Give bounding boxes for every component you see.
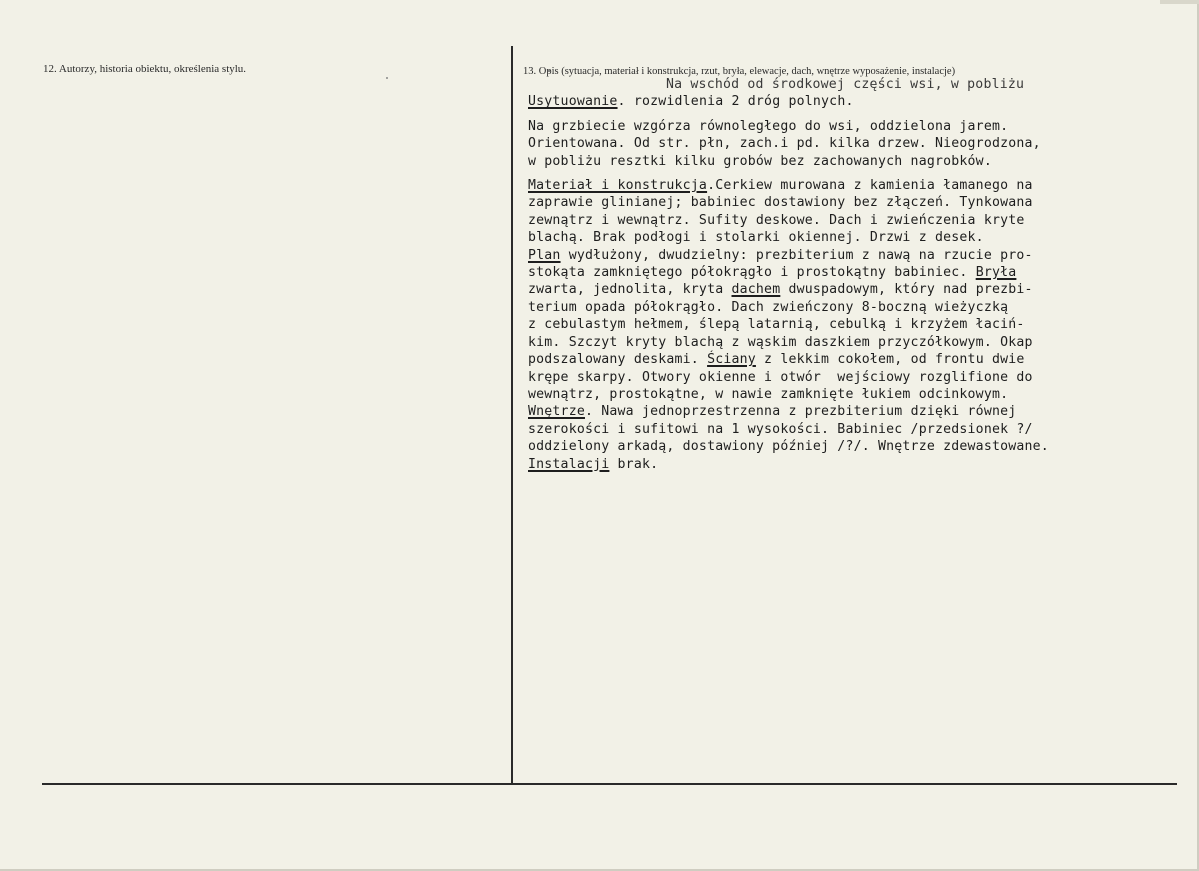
plan-text: stokąta zamkniętego półokrągło i prostokątny babiniec. [528, 265, 976, 281]
instalacje-text: brak. [609, 456, 659, 472]
plan-text: zwarta, jednolita, kryta [528, 282, 732, 298]
instalacje-line [528, 456, 1188, 473]
wnetrze-label: Wnętrze [528, 404, 585, 420]
usytuowanie-label: Usytuowanie [528, 94, 618, 110]
dachem-label: dachem [731, 282, 781, 298]
instalacje-label: Instalacji [528, 456, 610, 472]
usytuowanie-line [528, 93, 1188, 110]
plan-line [528, 247, 1188, 264]
ink-speck [386, 77, 388, 79]
plan-line: krępe skarpy. Otwory okienne i otwór wejściowy rozglifione do [528, 369, 1033, 385]
plan-text: z lekkim cokołem, od frontu dwie [755, 352, 1025, 368]
material-line: zewnątrz i wewnątrz. Sufity deskowe. Dach i zwieńczenia kryte [528, 212, 1025, 228]
paragraph-line: Na grzbiecie wzgórza równoległego do wsi, oddzielona jarem. [528, 118, 1009, 134]
plan-text: dwuspadowym, który nad prezbi- [780, 282, 1033, 298]
wnetrze-line: oddzielony arkadą, dostawiony później /?/. Wnętrze zdewastowane. [528, 439, 1049, 455]
material-line: zaprawie glinianej; babiniec dostawiony bez złączeń. Tynkowana [528, 195, 1033, 211]
plan-text: wydłużony, dwudzielny: prezbiterium z nawą na rzucie pro- [560, 247, 1033, 263]
paper-edge [1160, 0, 1199, 4]
plan-line [528, 281, 1188, 298]
plan-line [528, 264, 1188, 281]
section-12-header: 12. Autorzy, historia obiektu, określenia stylu. [43, 63, 247, 75]
material-line [528, 177, 1188, 194]
typed-description [528, 76, 1188, 473]
usytuowanie-text: . rozwidlenia 2 dróg polnych. [617, 94, 854, 110]
wnetrze-line: szerokości i sufitowi na 1 wysokości. Babiniec /przedsionek ?/ [528, 421, 1033, 437]
paragraph-line: w pobliżu resztki kilku grobów bez zachowanych nagrobków. [528, 153, 992, 169]
paragraph-line: Orientowana. Od str. płn, zach.i pd. kilka drzew. Nieogrodzona, [528, 136, 1041, 152]
plan-line: z cebulastym hełmem, ślepą latarnią, cebulką i krzyżem łaciń- [528, 317, 1025, 333]
plan-label: Plan [528, 247, 561, 263]
bottom-rule [42, 783, 1177, 785]
column-divider [511, 46, 513, 784]
wnetrze-line [528, 403, 1188, 420]
material-line: blachą. Brak podłogi i stolarki okiennej. Drzwi z desek. [528, 230, 984, 246]
sciany-label: Ściany [707, 352, 756, 368]
plan-line: terium opada półokrągło. Dach zwieńczony 8-boczną wieżyczką [528, 299, 1009, 315]
plan-line [528, 351, 1188, 368]
plan-line: wewnątrz, prostokątne, w nawie zamknięte łukiem odcinkowym. [528, 386, 1009, 402]
section-13-header: 13. Opis (sytuacja, materiał i konstrukcja, rzut, bryła, elewacje, dach, wnętrze wyposażenie, instalacje) [523, 66, 956, 77]
wnetrze-text: . Nawa jednoprzestrzenna z prezbiterium dzięki równej [584, 404, 1017, 420]
material-label: Materiał i konstrukcja [528, 178, 708, 194]
material-text: .Cerkiew murowana z kamienia łamanego na [707, 178, 1033, 194]
plan-text: podszalowany deskami. [528, 352, 708, 368]
bryla-label: Bryła [975, 265, 1017, 281]
plan-line: kim. Szczyt kryty blachą z wąskim daszkiem przyczółkowym. Okap [528, 334, 1033, 350]
opening-line: Na wschód od środkowej części wsi, w pobliżu [666, 77, 1025, 92]
